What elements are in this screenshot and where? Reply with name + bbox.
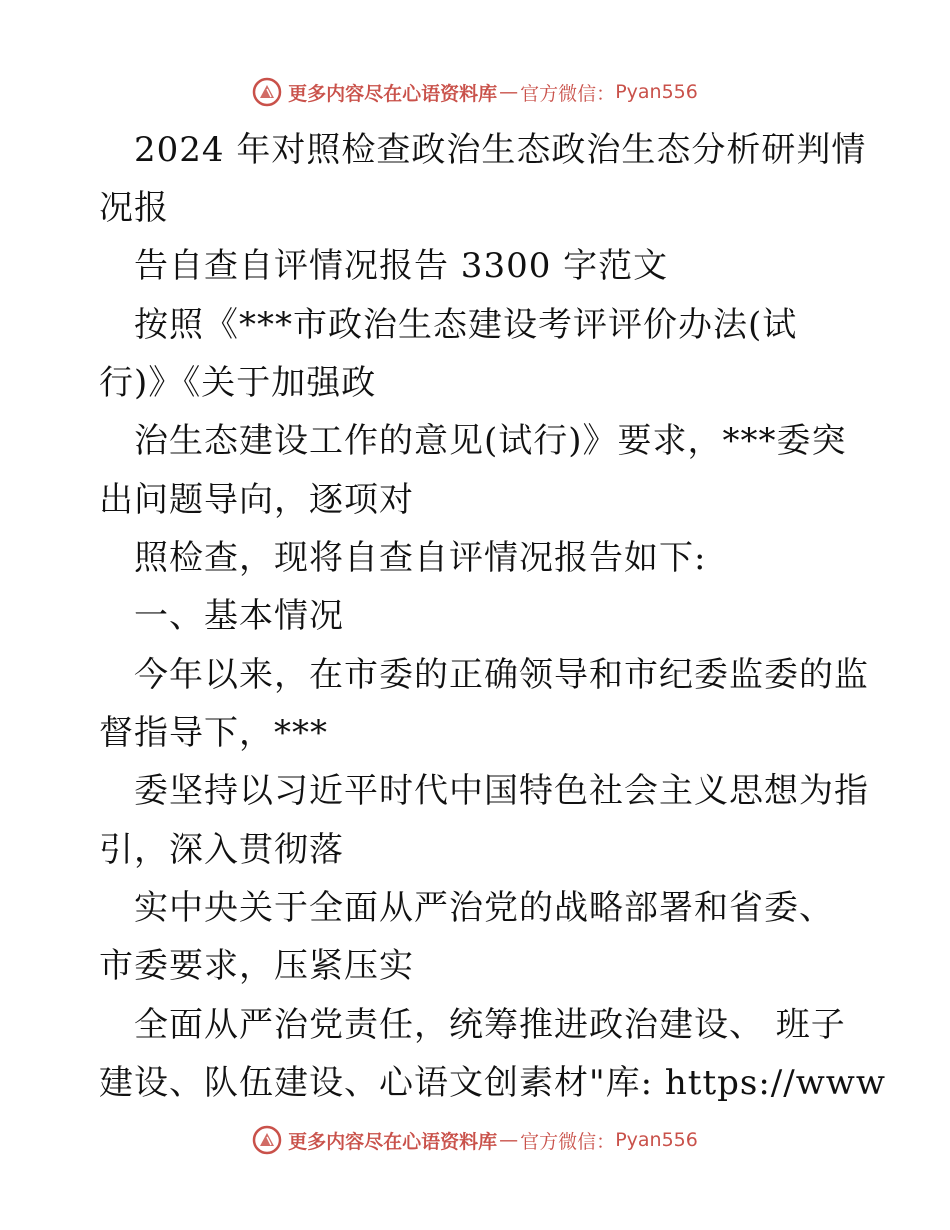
doc-line-15: 市委要求，压紧压实 — [99, 946, 414, 986]
doc-line-11: 督指导下，*** — [99, 713, 328, 753]
doc-line-12: 委坚持以习近平时代中国特色社会主义思想为指 — [134, 771, 869, 811]
doc-line-9: 一、基本情况 — [134, 596, 344, 636]
watermark-brand: 更多内容尽在心语资料库 — [288, 82, 498, 105]
doc-line-14: 实中央关于全面从严治党的战略部署和省委、 — [134, 888, 834, 928]
doc-line-13: 引，深入贯彻落 — [99, 830, 344, 870]
doc-line-10: 今年以来，在市委的正确领导和市纪委监委的监 — [134, 655, 869, 695]
brand-logo-icon — [252, 1125, 282, 1155]
watermark-handle: Pyan556 — [615, 81, 698, 103]
watermark-handle: Pyan556 — [615, 1129, 698, 1151]
brand-logo-icon — [252, 77, 282, 107]
watermark-separator: — — [499, 81, 519, 103]
watermark-separator: — — [499, 1129, 519, 1151]
doc-line-2: 况报 — [99, 188, 169, 228]
watermark-suffix: 官方微信： — [520, 1130, 616, 1153]
doc-line-3: 告自查自评情况报告 3300 字范文 — [134, 246, 669, 286]
watermark-footer — [0, 1120, 950, 1160]
watermark-header — [0, 72, 950, 112]
doc-line-1: 2024 年对照检查政治生态政治生态分析研判情 — [134, 130, 867, 170]
doc-line-8: 照检查，现将自查自评情况报告如下: — [134, 538, 707, 578]
watermark-suffix: 官方微信： — [520, 82, 616, 105]
doc-line-5: 行)》《关于加强政 — [99, 363, 377, 403]
doc-line-16: 全面从严治党责任，统筹推进政治建设、 班子 — [134, 1005, 846, 1045]
doc-line-7: 出问题导向，逐项对 — [99, 480, 414, 520]
doc-line-17: 建设、队伍建设、心语文创素材"库: https://www — [99, 1063, 887, 1103]
watermark-brand: 更多内容尽在心语资料库 — [288, 1130, 498, 1153]
doc-line-4: 按照《***市政治生态建设考评评价办法(试 — [134, 305, 798, 345]
doc-line-6: 治生态建设工作的意见(试行)》要求，***委突 — [134, 421, 847, 461]
